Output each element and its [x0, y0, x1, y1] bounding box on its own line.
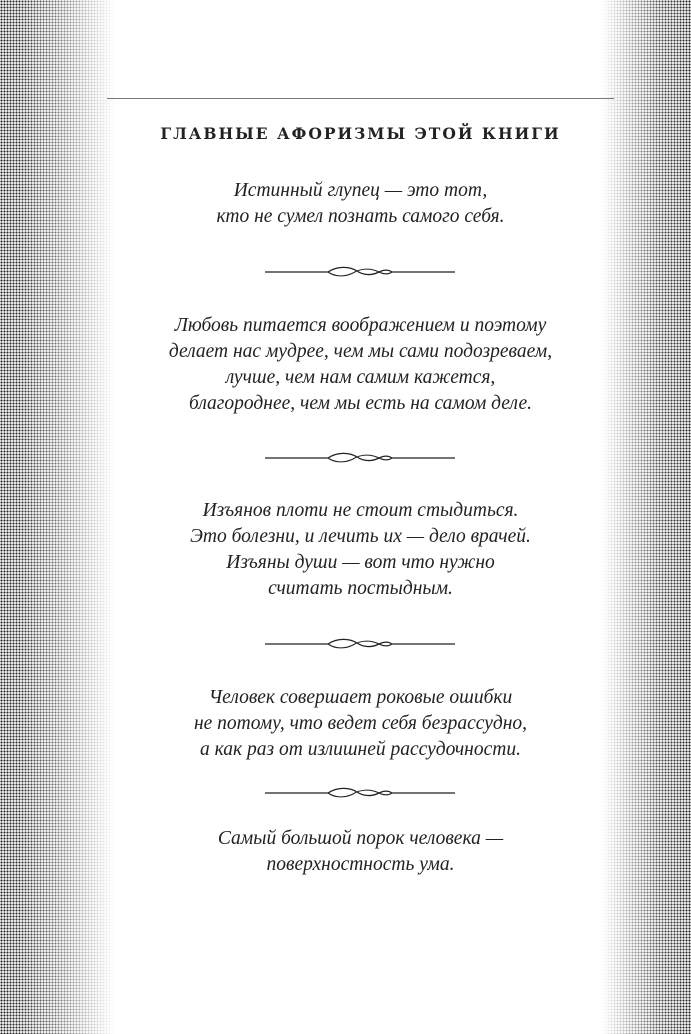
aphorism-line: делает нас мудрее, чем мы сами подозреваем, — [168, 341, 553, 362]
aphorism-line: благороднее, чем мы есть на самом деле. — [189, 393, 532, 414]
aphorism-line: Человек совершает роковые ошибки — [208, 687, 513, 708]
halftone-band-left — [0, 0, 115, 1034]
aphorism-4 — [107, 685, 614, 763]
aphorism-line: Самый большой порок человека — — [217, 828, 504, 849]
top-rule — [107, 98, 614, 99]
flourish-divider-icon — [265, 637, 455, 651]
book-page — [107, 0, 614, 1034]
aphorism-1 — [107, 178, 614, 230]
aphorism-line: Любовь питается воображением и поэтому — [174, 315, 547, 336]
halftone-band-right — [601, 0, 691, 1034]
aphorism-line: поверхностность ума. — [266, 854, 455, 875]
aphorism-5 — [107, 826, 614, 878]
page-heading: ГЛАВНЫЕ АФОРИЗМЫ ЭТОЙ КНИГИ — [160, 124, 561, 143]
aphorism-line: Изъянов плоти не стоит стыдиться. — [202, 500, 519, 521]
aphorism-line: Изъяны души — вот что нужно — [226, 552, 495, 573]
aphorism-line: лучше, чем нам самим кажется, — [225, 367, 496, 388]
aphorism-line: а как раз от излишней рассудочности. — [200, 739, 521, 760]
flourish-divider-icon — [265, 265, 455, 279]
aphorism-line: Истинный глупец — это тот, — [233, 180, 488, 201]
aphorism-line: считать постыдным. — [268, 578, 453, 599]
aphorism-line: не потому, что ведет себя безрассудно, — [193, 713, 528, 734]
aphorism-2 — [107, 313, 614, 417]
aphorism-3 — [107, 498, 614, 602]
aphorism-line: кто не сумел познать самого себя. — [216, 206, 505, 227]
flourish-divider-icon — [265, 451, 455, 465]
aphorism-line: Это болезни, и лечить их — дело врачей. — [190, 526, 531, 547]
flourish-divider-icon — [265, 786, 455, 800]
